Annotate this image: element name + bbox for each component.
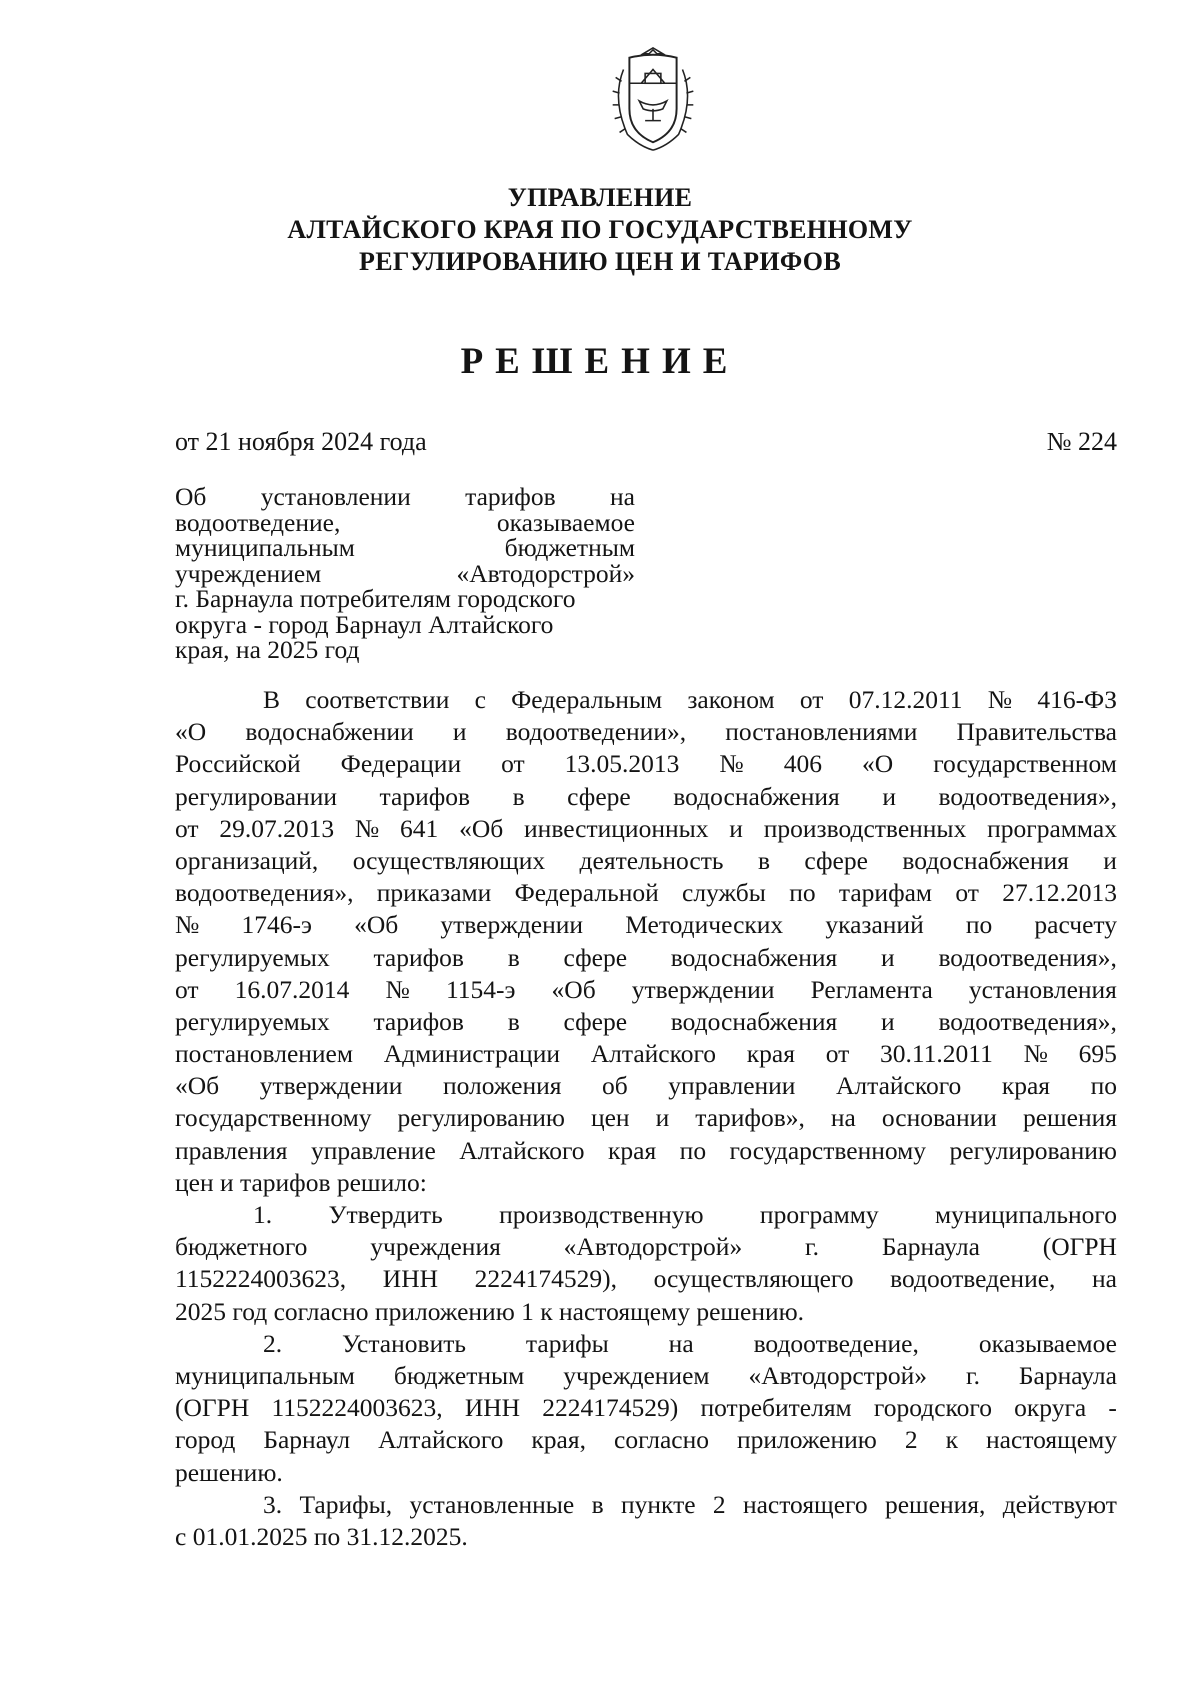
decision-number: № 224: [1046, 427, 1117, 456]
subject-line: водоотведение, оказываемое: [175, 507, 635, 537]
body-line: «Об утверждении положения об управлении Алтайского края по: [175, 1071, 1117, 1101]
body-line: от 29.07.2013 № 641 «Об инвестиционных и производственных программах: [175, 813, 1117, 843]
body-line: 1152224003623, ИНН 2224174529), осуществляющего водоотведение, на: [175, 1264, 1117, 1294]
body-line: «О водоснабжении и водоотведении», постановлениями Правительства: [175, 717, 1117, 747]
subject-line: г. Барнаула потребителям городского: [175, 584, 576, 613]
body-line: постановлением Администрации Алтайского края от 30.11.2011 № 695: [175, 1039, 1117, 1069]
subject-line: округа - город Барнаул Алтайского: [175, 609, 554, 639]
body-line: бюджетного учреждения «Автодорстрой» г. Барнаула (ОГРН: [175, 1232, 1117, 1262]
decision-subject: [175, 484, 635, 663]
body-line: организаций, осуществляющих деятельность в сфере водоснабжения и: [175, 845, 1117, 875]
decision-body: [175, 684, 1117, 1553]
body-line: правления управление Алтайского края по государственному регулированию: [175, 1135, 1117, 1165]
body-line: от 16.07.2014 № 1154-э «Об утверждении Регламента установления: [175, 974, 1117, 1004]
org-line: РЕГУЛИРОВАНИЮ ЦЕН И ТАРИФОВ: [359, 247, 841, 276]
body-line: В соответствии с Федеральным законом от 07.12.2011 № 416-ФЗ: [263, 685, 1117, 714]
body-line: город Барнаул Алтайского края, согласно приложению 2 к настоящему: [175, 1425, 1117, 1455]
body-line: 2025 год согласно приложению 1 к настоящему решению.: [175, 1296, 805, 1326]
subject-line: края, на 2025 год: [175, 635, 360, 664]
body-line: регулируемых тарифов в сфере водоснабжения и водоотведения»,: [175, 942, 1117, 972]
organization-name: [250, 182, 950, 278]
coat-of-arms-emblem: [594, 40, 712, 158]
body-line: регулировании тарифов в сфере водоснабжения и водоотведения»,: [175, 781, 1117, 811]
body-line: 1. Утвердить производственную программу муниципального: [253, 1200, 1117, 1229]
body-line: № 1746-э «Об утверждении Методических указаний по расчету: [175, 910, 1117, 940]
body-line: решению.: [175, 1457, 283, 1487]
body-line: с 01.01.2025 по 31.12.2025.: [175, 1521, 468, 1551]
subject-line: муниципальным бюджетным: [175, 533, 635, 562]
body-line: Российской Федерации от 13.05.2013 № 406 «О государственном: [175, 749, 1117, 779]
org-line: УПРАВЛЕНИЕ: [507, 183, 693, 212]
subject-line: Об установлении тарифов на: [175, 482, 635, 511]
body-line: водоотведения», приказами Федеральной службы по тарифам от 27.12.2013: [175, 878, 1117, 908]
body-line: 3. Тарифы, установленные в пункте 2 настоящего решения, действуют: [263, 1489, 1117, 1519]
subject-line: учреждением «Автодорстрой»: [175, 558, 635, 588]
decision-date: от 21 ноября 2024 года: [175, 427, 427, 456]
body-line: (ОГРН 1152224003623, ИНН 2224174529) потребителям городского округа -: [175, 1393, 1117, 1423]
org-line: АЛТАЙСКОГО КРАЯ ПО ГОСУДАРСТВЕННОМУ: [287, 215, 913, 244]
body-line: государственному регулированию цен и тарифов», на основании решения: [175, 1103, 1117, 1133]
body-line: 2. Установить тарифы на водоотведение, оказываемое: [263, 1328, 1117, 1358]
body-line: цен и тарифов решило:: [175, 1167, 427, 1197]
document-title: РЕШЕНИЕ: [460, 341, 740, 382]
body-line: муниципальным бюджетным учреждением «Автодорстрой» г. Барнаула: [175, 1360, 1117, 1390]
body-line: регулируемых тарифов в сфере водоснабжения и водоотведения»,: [175, 1006, 1117, 1036]
